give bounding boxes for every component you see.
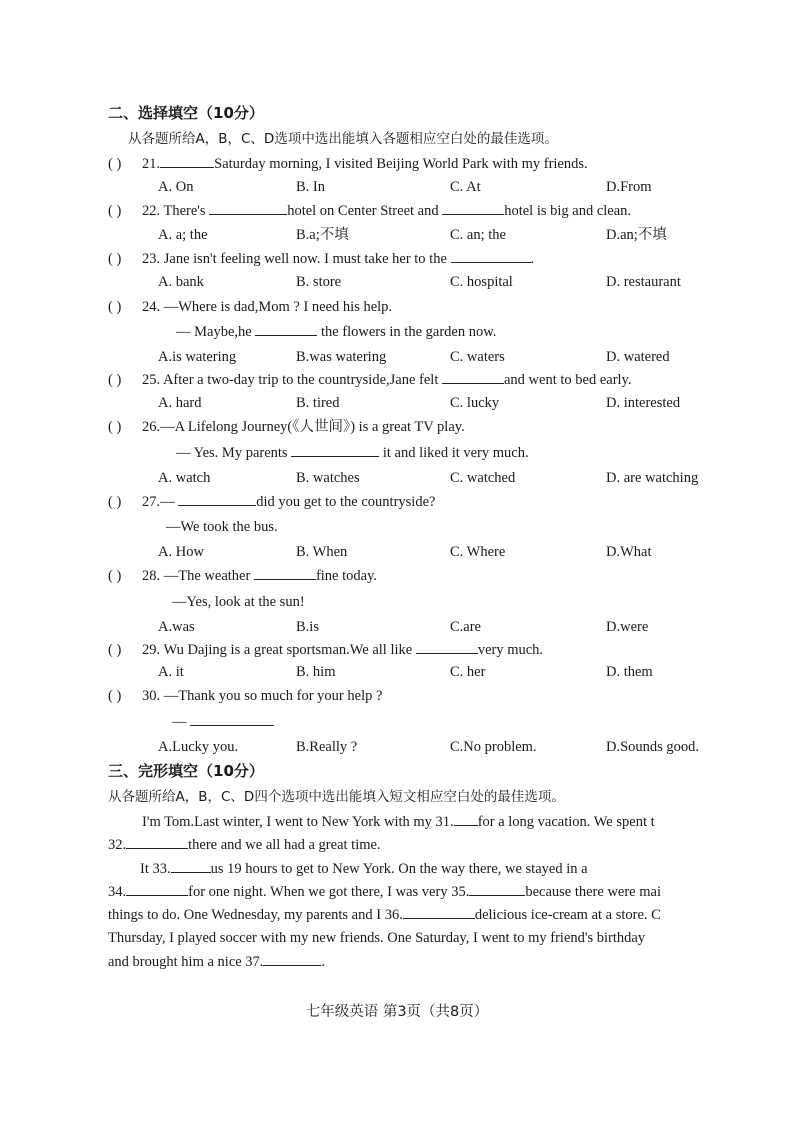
option-d: D. restaurant [606, 274, 681, 290]
question-28: ( ) 28. —The weather fine today. [108, 568, 378, 584]
option-d: D. interested [606, 395, 681, 411]
option-c: C.are [450, 619, 481, 635]
option-a: A. bank [158, 274, 204, 290]
option-c: C. her [450, 664, 486, 680]
answer-blank [209, 202, 287, 215]
cloze-blank-32 [126, 836, 188, 849]
cloze-blank-34 [126, 883, 188, 896]
section-instruction: 从各题所给A，B，C、D选项中选出能填入各题相应空白处的最佳选项。 [128, 131, 558, 147]
passage-line: things to do. One Wednesday, my parents and I 36. delicious ice-cream at a store. C [108, 907, 661, 923]
option-d: D. are watching [606, 470, 699, 486]
option-b: B. tired [296, 395, 340, 411]
option-d: D.What [606, 544, 652, 560]
answer-paren[interactable]: ( ) [108, 494, 122, 510]
answer-paren[interactable]: ( ) [108, 688, 122, 704]
option-a: A. watch [158, 470, 211, 486]
cloze-blank-35 [469, 883, 525, 896]
answer-blank [254, 567, 316, 580]
option-b: B.a;不填 [296, 227, 349, 243]
answer-paren[interactable]: ( ) [108, 419, 122, 435]
answer-blank [442, 371, 504, 384]
passage-line: 34. for one night. When we got there, I was very 35. because there were mai [108, 884, 661, 900]
option-b: B. watches [296, 470, 360, 486]
option-d: D. watered [606, 349, 670, 365]
option-b: B. store [296, 274, 342, 290]
passage-line: 32. there and we all had a great time. [108, 837, 381, 853]
question-30: ( ) 30. —Thank you so much for your help ? [108, 688, 383, 704]
answer-blank [442, 202, 504, 215]
section-instruction: 从各题所给A，B，C、D四个选项中选出能填入短文相应空白处的最佳选项。 [108, 789, 565, 805]
option-b: B. When [296, 544, 348, 560]
answer-blank [451, 250, 531, 263]
option-a: A. it [158, 664, 184, 680]
page-footer: 七年级英语 第3页（共8页） [305, 1004, 489, 1020]
question-26: ( ) 26.—A Lifelong Journey(《人世间》) is a great TV play. [108, 419, 465, 435]
cloze-blank-33 [171, 860, 211, 873]
answer-paren[interactable]: ( ) [108, 372, 122, 388]
option-c: C. an; the [450, 227, 506, 243]
cloze-blank-31 [454, 813, 478, 826]
option-a: A.was [158, 619, 195, 635]
answer-paren[interactable]: ( ) [108, 299, 122, 315]
question-28-reply: —Yes, look at the sun! [172, 594, 305, 610]
option-a: A.Lucky you. [158, 739, 239, 755]
question-29: ( ) 29. Wu Dajing is a great sportsman.We all like very much. [108, 642, 544, 658]
option-d: D.an;不填 [606, 227, 667, 243]
answer-blank [160, 155, 214, 168]
answer-paren[interactable]: ( ) [108, 156, 122, 172]
option-d: D.were [606, 619, 649, 635]
option-a: A. How [158, 544, 204, 560]
passage-line: and brought him a nice 37. . [108, 954, 326, 970]
cloze-blank-37 [263, 953, 321, 966]
option-b: B.Really ? [296, 739, 358, 755]
option-c: C. hospital [450, 274, 513, 290]
option-a: A. hard [158, 395, 202, 411]
answer-paren[interactable]: ( ) [108, 251, 122, 267]
question-27: ( ) 27.— did you get to the countryside? [108, 494, 436, 510]
answer-paren[interactable]: ( ) [108, 642, 122, 658]
question-21: ( ) 21. Saturday morning, I visited Beijing World Park with my friends. [108, 156, 588, 172]
cloze-blank-36 [403, 906, 475, 919]
option-b: B. him [296, 664, 336, 680]
option-b: B.is [296, 619, 319, 635]
option-d: D.From [606, 179, 652, 195]
option-a: A. a; the [158, 227, 208, 243]
section-title: 三、完形填空（10分） [108, 762, 264, 780]
question-24-reply: — Maybe,he the flowers in the garden now. [176, 324, 497, 340]
question-23: ( ) 23. Jane isn't feeling well now. I must take her to the . [108, 251, 535, 267]
option-c: C. lucky [450, 395, 500, 411]
answer-paren[interactable]: ( ) [108, 203, 122, 219]
passage-line: I'm Tom.Last winter, I went to New York with my 31. for a long vacation. We spent t [142, 814, 655, 830]
passage-line: Thursday, I played soccer with my new friends. One Saturday, I went to my friend's birthday [108, 930, 646, 946]
question-30-reply: — [172, 713, 274, 731]
option-c: C. Where [450, 544, 506, 560]
question-24: ( ) 24. —Where is dad,Mom ? I need his help. [108, 299, 393, 315]
option-a: A. On [158, 179, 194, 195]
answer-blank [178, 493, 256, 506]
answer-blank [255, 323, 317, 336]
question-22: ( ) 22. There's hotel on Center Street and hotel is big and clean. [108, 203, 632, 219]
section-title: 二、选择填空（10分） [108, 104, 264, 122]
question-27-reply: —We took the bus. [166, 519, 278, 535]
option-c: C.No problem. [450, 739, 537, 755]
answer-blank [416, 641, 478, 654]
option-d: D. them [606, 664, 653, 680]
answer-blank [291, 444, 379, 457]
option-b: B.was watering [296, 349, 387, 365]
question-26-reply: — Yes. My parents it and liked it very much. [176, 445, 529, 461]
option-a: A.is watering [158, 349, 237, 365]
option-d: D.Sounds good. [606, 739, 700, 755]
option-b: B. In [296, 179, 325, 195]
question-25: ( ) 25. After a two-day trip to the countryside,Jane felt and went to bed early. [108, 372, 632, 388]
option-c: C. At [450, 179, 481, 195]
answer-paren[interactable]: ( ) [108, 568, 122, 584]
option-c: C. watched [450, 470, 516, 486]
passage-line: It 33. us 19 hours to get to New York. On the way there, we stayed in a [140, 861, 588, 877]
answer-blank [190, 713, 274, 726]
option-c: C. waters [450, 349, 505, 365]
